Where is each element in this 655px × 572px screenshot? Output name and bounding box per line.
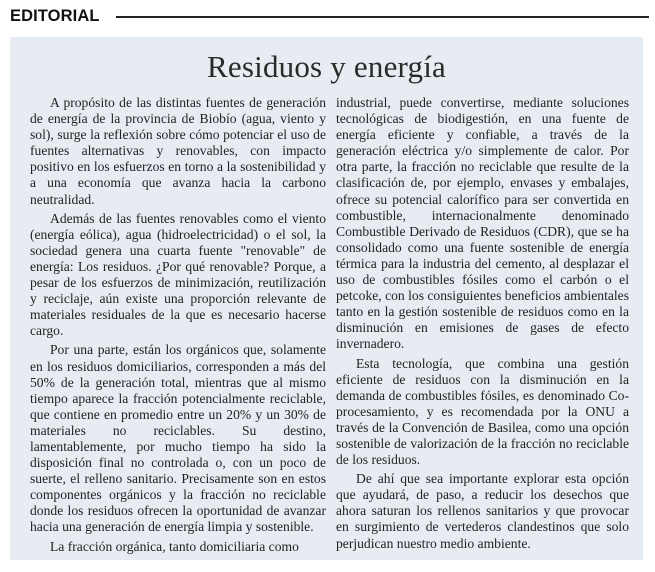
paragraph: A propósito de las distintas fuentes de generación de energía de la provincia de Biobío (agua, viento y sol), surge la reflexión sobre cómo potenciar el uso de fuentes alternativas y renovables, con impacto positivo en los esfuerzos en torno a la sostenibilidad y a una economía que avanza hacia la carbono neutralidad. (30, 95, 326, 207)
paragraph: Además de las fuentes renovables como el viento (energía eólica), agua (hidroelectricidad) o el sol, la sociedad genera una cuarta fuente "renovable" de energía: Los residuos. ¿Por qué renovable? Porque, a pesar de los esfuerzos de minimización, reutilización y reciclaje, aún existe una proporción relevante de materiales residuales de la que es necesario hacerse cargo. (30, 210, 326, 339)
section-label: EDITORIAL (10, 6, 100, 25)
paragraph: La fracción orgánica, tanto domiciliaria como (50, 538, 299, 554)
paragraph: De ahí que sea importante explorar esta opción que ayudará, de paso, a reducir los desechos que ahora saturan los rellenos sanitarios y que provocar en surgimiento de vertederos clandestinos que solo perjudican nuestro medio ambiente. (336, 471, 629, 551)
article-column-right (336, 95, 629, 555)
article-title: Residuos y energía (207, 49, 446, 84)
paragraph: Esta tecnología, que combina una gestión eficiente de residuos con la disminución en la demanda de combustibles fósiles, es denominado Co-procesamiento, y es recomendada por la ONU a través de la Convención de Basilea, como una opción sostenible de valorización de la fracción no reciclable de los residuos. (336, 355, 629, 468)
section-divider (116, 16, 649, 18)
paragraph: industrial, puede convertirse, mediante soluciones tecnológicas de biodigestión, en una fuente de energía eficiente y confiable, a través de la generación eléctrica y/o simplemente de calor. Por otra parte, la fracción no reciclable que resulte de la clasificación de, por ejemplo, envases y embalajes, ofrece su potencial calorífico para ser convertida en combustible, internacionalmente denominado Combustible Derivado de Residuos (CDR), que se ha consolidado como una fuente sostenible de energía térmica para la industria del cemento, al desplazar el uso de combustibles fósiles como el carbón o el petcoke, con los consiguientes beneficios ambientales tanto en la gestión sostenible de residuos como en la disminución en emisiones de gases de efecto invernadero. (336, 95, 629, 352)
paragraph: Por una parte, están los orgánicos que, solamente en los residuos domiciliarios, corresponden a más del 50% de la generación total, mientras que al mismo tiempo aparece la fracción potencialmente reciclable, que contiene en promedio entre un 20% y un 30% de materiales no reciclables. Su destino, lamentablemente, por mucho tiempo ha sido la disposición final no controlada o, con un poco de suerte, el relleno sanitario. Precisamente son en estos componentes orgánicos y la fracción no reciclable donde los residuos ofrecen la oportunidad de avanzar hacia una generación de energía limpia y sostenible. (30, 342, 326, 535)
section-header (10, 6, 649, 26)
article-column-left (30, 95, 326, 558)
editorial-panel (10, 37, 643, 560)
